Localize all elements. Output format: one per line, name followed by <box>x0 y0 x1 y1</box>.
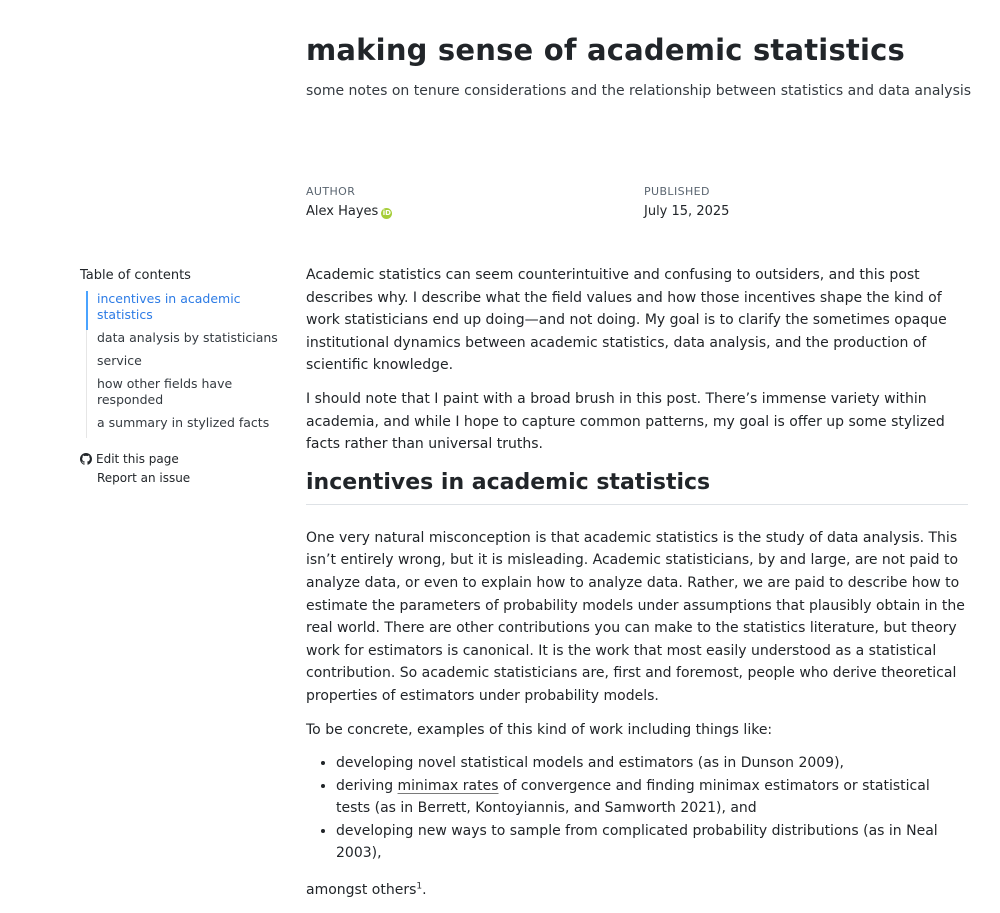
footnote-ref-1[interactable]: 1 <box>416 881 423 892</box>
report-issue-link[interactable]: Report an issue <box>97 471 191 485</box>
github-icon <box>80 453 92 465</box>
list-item: • developing novel statistical models and estimators (as in Dunson 2009), <box>336 752 968 775</box>
citation-berrett-2021[interactable]: Berrett, Kontoyiannis, and Samworth 2021 <box>417 800 716 817</box>
page-subtitle: some notes on tenure considerations and the relationship between statistics and data analysis <box>306 83 972 99</box>
citation-neal-2003[interactable]: Neal 2003 <box>336 822 938 862</box>
edit-page-link[interactable] <box>80 450 190 469</box>
page-title: making sense of academic statistics <box>306 33 905 67</box>
orcid-icon[interactable]: iD <box>382 209 391 217</box>
author-name: Alex Hayes <box>306 204 379 219</box>
published-date: July 15, 2025 <box>644 204 730 219</box>
list-item: • deriving minimax rates of convergence and finding minimax estimators or statistical tests (as in Berrett, Kontoyiannis, and Samworth 2021), and <box>336 775 968 820</box>
minimax-rates-link[interactable]: minimax rates <box>397 777 499 794</box>
list-item: • developing new ways to sample from complicated probability distributions (as in Neal 2003), <box>336 820 968 865</box>
toc-item-service[interactable]: service <box>97 353 142 368</box>
published-label: PUBLISHED <box>644 185 710 198</box>
section-heading-incentives: incentives in academic statistics <box>306 470 968 505</box>
body-paragraph-1: One very natural misconception is that academic statistics is the study of data analysis. This isn’t entirely wrong, but it is misleading. Academic statisticians, by and large, are not paid to analyze data, or even to explain how to analyze data. Rather, we are paid to describe how to estimate the parameters of probability models under assumptions that plausibly obtain in the real world. There are other contributions you can make to the statistics literature, but theory work for estimators is canonical. It is the work that most easily understood as a statistical contribution. So academic statisticians are, first and foremost, people who derive theoretical properties of estimators under probability models. <box>306 529 965 704</box>
toc-item-summary[interactable]: a summary in stylized facts <box>97 415 270 430</box>
citation-dunson-2009[interactable]: Dunson 2009 <box>740 755 835 772</box>
table-of-contents <box>80 268 280 438</box>
author-label: AUTHOR <box>306 185 356 198</box>
toc-item-incentives[interactable]: incentives in academic statistics <box>86 291 280 330</box>
author-block <box>306 185 392 219</box>
edit-page-label: Edit this page <box>96 452 179 466</box>
body-paragraph-2: To be concrete, examples of this kind of work including things like: <box>306 721 773 738</box>
page-tools <box>80 450 190 488</box>
toc-item-other-fields[interactable]: how other fields have responded <box>97 376 233 407</box>
intro-paragraph-2: I should note that I paint with a broad brush in this post. There’s immense variety within academia, and while I hope to capture common patterns, my goal is offer up some stylized facts rather than universal truths. <box>306 390 945 453</box>
intro-paragraph-1: Academic statistics can seem counterintuitive and confusing to outsiders, and this post describes why. I describe what the field values and how those incentives shape the kind of work statisticians end up doing—and not doing. My goal is to clarify the sometimes opaque institutional dynamics between academic statistics, data analysis, and the production of scientific knowledge. <box>306 267 947 374</box>
toc-title: Table of contents <box>80 268 191 283</box>
article-body <box>306 264 968 913</box>
published-block <box>644 185 729 219</box>
examples-list <box>306 752 968 865</box>
closing-paragraph: amongst others$^1$. <box>306 881 427 899</box>
toc-list <box>86 291 280 438</box>
toc-item-data-analysis[interactable]: data analysis by statisticians <box>97 330 278 345</box>
